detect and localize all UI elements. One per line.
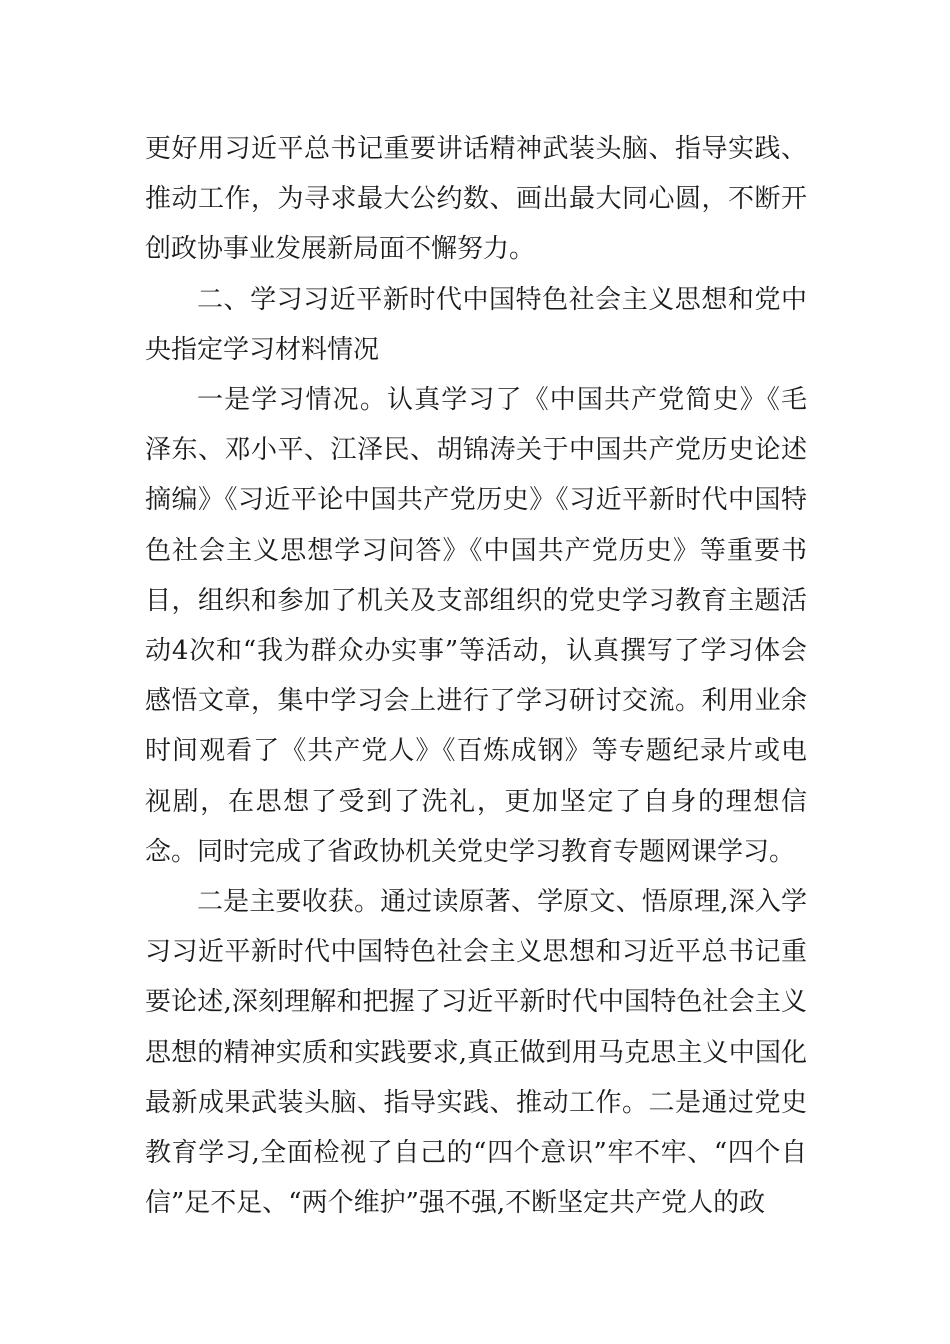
paragraph-main-gains: 二是主要收获。通过读原著、学原文、悟原理,深入学习习近平新时代中国特色社会主义思想和习近平总书记重要论述,深刻理解和把握了习近平新时代中国特色社会主义思想的精神实质和实践要求,真正做到用马克思主义中国化最新成果武装头脑、指导实践、推动工作。二是通过党史教育学习,全面检视了自己的“四个意识”牢不牢、“四个自信”足不足、“两个维护”强不强,不断坚定共产党人的政 [145, 887, 807, 1219]
document-body [145, 124, 807, 1228]
paragraph-continuation: 更好用习近平总书记重要讲话精神武装头脑、指导实践、推动工作，为寻求最大公约数、画出最大同心圆，不断开创政协事业发展新局面不懈努力。 [145, 134, 807, 265]
section-heading-two: 二、学习习近平新时代中国特色社会主义思想和党中央指定学习材料情况 [145, 284, 807, 365]
paragraph-study-situation: 一是学习情况。认真学习了《中国共产党简史》《毛泽东、邓小平、江泽民、胡锦涛关于中国共产党历史论述摘编》《习近平论中国共产党历史》《习近平新时代中国特色社会主义思想学习问答》《中国共产党历史》等重要书目，组织和参加了机关及支部组织的党史学习教育主题活动4次和“我为群众办实事”等活动，认真撰写了学习体会感悟文章，集中学习会上进行了学习研讨交流。利用业余时间观看了《共产党人》《百炼成钢》等专题纪录片或电视剧，在思想了受到了洗礼，更加坚定了自身的理想信念。同时完成了省政协机关党史学习教育专题网课学习。 [145, 385, 807, 867]
